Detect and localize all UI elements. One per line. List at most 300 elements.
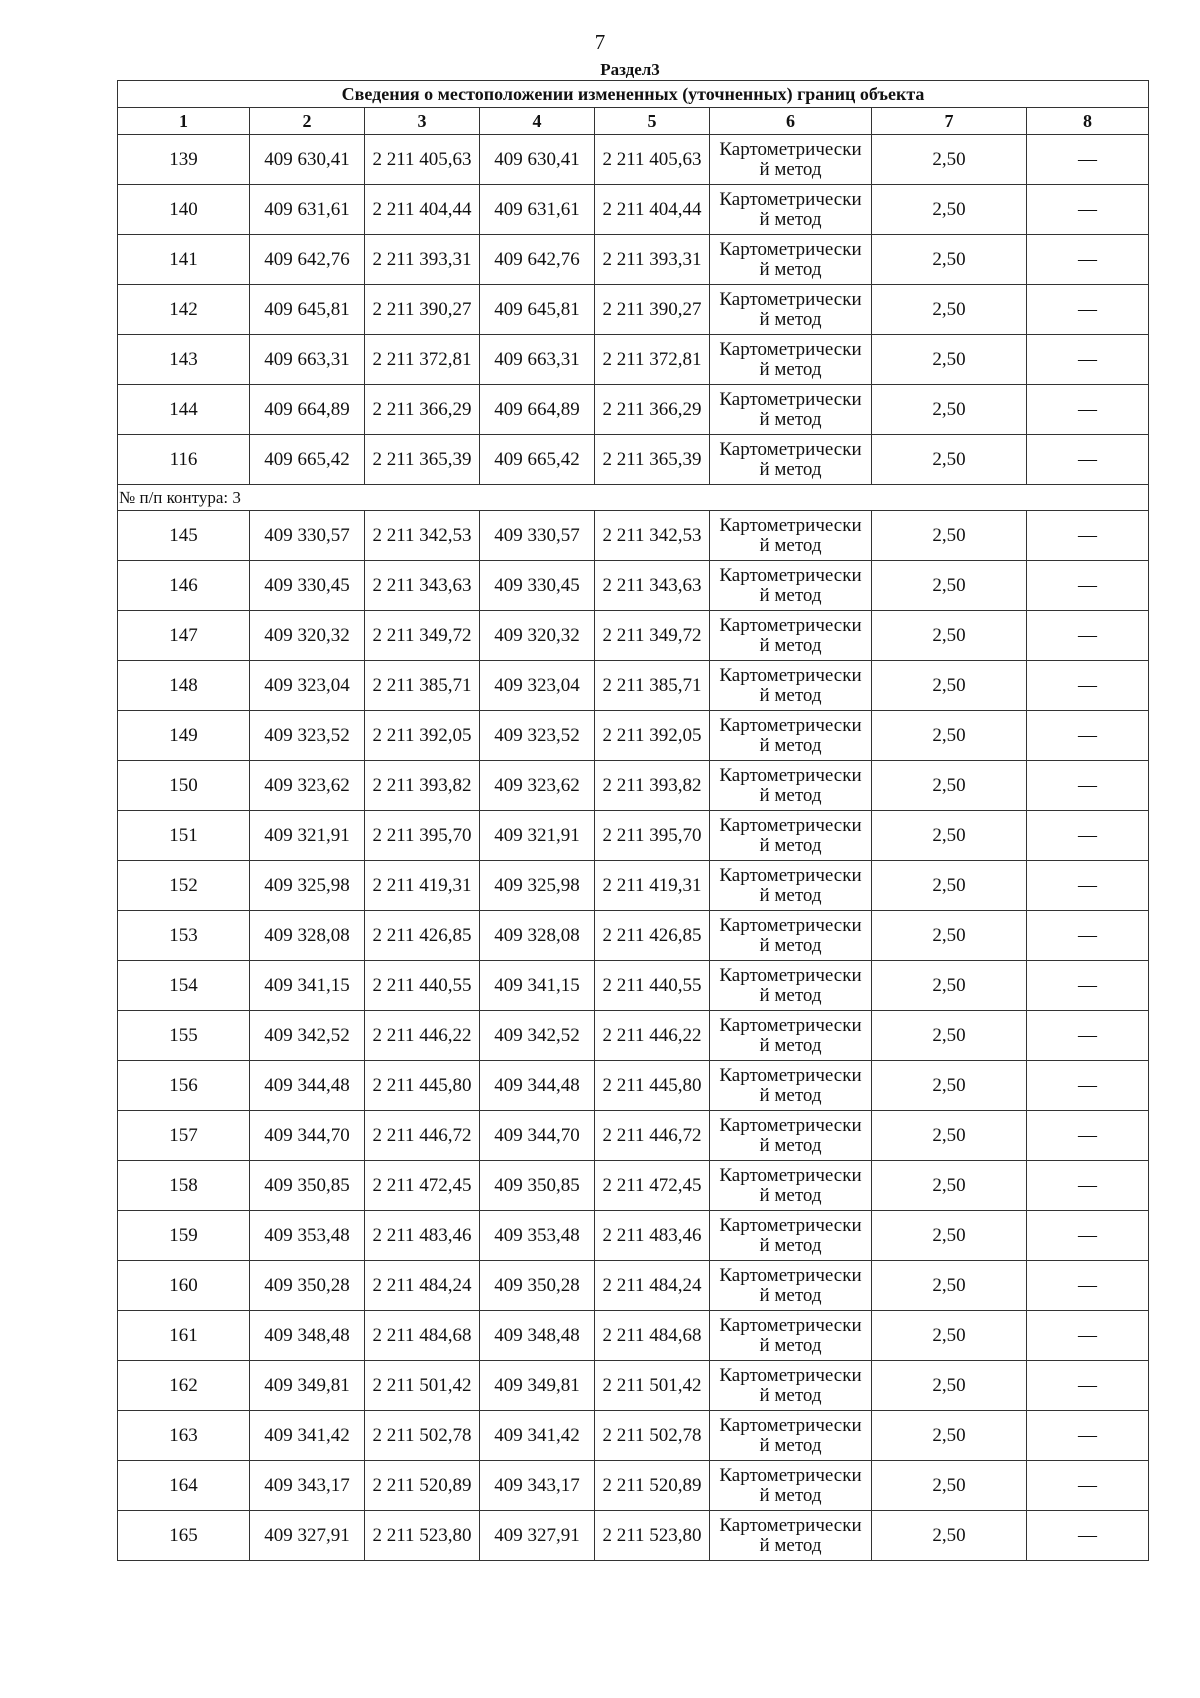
y-coordinate-cell: 2 211 392,05 [595, 711, 710, 761]
description-cell: — [1027, 1011, 1149, 1061]
x-coordinate-cell: 409 353,48 [480, 1211, 595, 1261]
accuracy-cell: 2,50 [872, 711, 1027, 761]
method-cell [710, 385, 872, 435]
x-coordinate-cell: 409 321,91 [250, 811, 365, 861]
x-coordinate-cell: 409 631,61 [480, 185, 595, 235]
method-text-line: Картометрически [719, 238, 862, 260]
column-header: 6 [710, 108, 872, 135]
x-coordinate-cell: 409 320,32 [250, 611, 365, 661]
accuracy-cell: 2,50 [872, 285, 1027, 335]
description-cell: — [1027, 611, 1149, 661]
description-cell: — [1027, 1161, 1149, 1211]
table-row [118, 611, 1149, 661]
method-cell [710, 861, 872, 911]
description-cell: — [1027, 1211, 1149, 1261]
x-coordinate-cell: 409 642,76 [250, 235, 365, 285]
method-text-line: Картометрически [719, 1014, 862, 1036]
method-text-line: Картометрически [719, 814, 862, 836]
point-number-cell: 154 [118, 961, 250, 1011]
x-coordinate-cell: 409 323,62 [250, 761, 365, 811]
point-number-cell: 149 [118, 711, 250, 761]
x-coordinate-cell: 409 344,48 [480, 1061, 595, 1111]
y-coordinate-cell: 2 211 472,45 [595, 1161, 710, 1211]
method-cell [710, 611, 872, 661]
method-text-line: й метод [759, 634, 822, 656]
description-cell: — [1027, 1261, 1149, 1311]
point-number-cell: 140 [118, 185, 250, 235]
x-coordinate-cell: 409 323,52 [250, 711, 365, 761]
method-text-line: й метод [759, 1284, 822, 1306]
method-text-line: Картометрически [719, 714, 862, 736]
method-text-line: й метод [759, 1334, 822, 1356]
accuracy-cell: 2,50 [872, 861, 1027, 911]
x-coordinate-cell: 409 320,32 [480, 611, 595, 661]
point-number-cell: 165 [118, 1511, 250, 1561]
point-number-cell: 145 [118, 511, 250, 561]
x-coordinate-cell: 409 342,52 [480, 1011, 595, 1061]
description-cell: — [1027, 1461, 1149, 1511]
accuracy-cell: 2,50 [872, 1211, 1027, 1261]
table-row [118, 1111, 1149, 1161]
x-coordinate-cell: 409 664,89 [480, 385, 595, 435]
description-cell: — [1027, 1061, 1149, 1111]
method-text-line: Картометрически [719, 914, 862, 936]
method-cell [710, 185, 872, 235]
x-coordinate-cell: 409 348,48 [250, 1311, 365, 1361]
method-text-line: Картометрически [719, 388, 862, 410]
x-coordinate-cell: 409 663,31 [250, 335, 365, 385]
point-number-cell: 153 [118, 911, 250, 961]
x-coordinate-cell: 409 350,85 [480, 1161, 595, 1211]
method-text-line: Картометрически [719, 1264, 862, 1286]
method-cell [710, 711, 872, 761]
table-row [118, 1261, 1149, 1311]
table-row [118, 911, 1149, 961]
method-text-line: Картометрически [719, 514, 862, 536]
y-coordinate-cell: 2 211 426,85 [365, 911, 480, 961]
method-cell [710, 1111, 872, 1161]
x-coordinate-cell: 409 323,04 [480, 661, 595, 711]
description-cell: — [1027, 1111, 1149, 1161]
x-coordinate-cell: 409 631,61 [250, 185, 365, 235]
method-text-line: Картометрически [719, 964, 862, 986]
method-cell [710, 1211, 872, 1261]
table-row [118, 761, 1149, 811]
y-coordinate-cell: 2 211 440,55 [365, 961, 480, 1011]
x-coordinate-cell: 409 341,15 [480, 961, 595, 1011]
description-cell: — [1027, 185, 1149, 235]
point-number-cell: 143 [118, 335, 250, 385]
method-text-line: Картометрически [719, 1164, 862, 1186]
x-coordinate-cell: 409 348,48 [480, 1311, 595, 1361]
method-text-line: Картометрически [719, 564, 862, 586]
accuracy-cell: 2,50 [872, 761, 1027, 811]
x-coordinate-cell: 409 330,45 [480, 561, 595, 611]
y-coordinate-cell: 2 211 343,63 [365, 561, 480, 611]
table-row [118, 1211, 1149, 1261]
accuracy-cell: 2,50 [872, 1411, 1027, 1461]
column-header: 3 [365, 108, 480, 135]
y-coordinate-cell: 2 211 520,89 [365, 1461, 480, 1511]
description-cell: — [1027, 911, 1149, 961]
description-cell: — [1027, 285, 1149, 335]
method-text-line: й метод [759, 1184, 822, 1206]
method-text-line: й метод [759, 934, 822, 956]
x-coordinate-cell: 409 327,91 [250, 1511, 365, 1561]
description-cell: — [1027, 1361, 1149, 1411]
y-coordinate-cell: 2 211 502,78 [365, 1411, 480, 1461]
method-cell [710, 1361, 872, 1411]
method-text-line: Картометрически [719, 1114, 862, 1136]
method-text-line: й метод [759, 408, 822, 430]
accuracy-cell: 2,50 [872, 961, 1027, 1011]
accuracy-cell: 2,50 [872, 1461, 1027, 1511]
table-row [118, 711, 1149, 761]
y-coordinate-cell: 2 211 385,71 [595, 661, 710, 711]
method-text-line: й метод [759, 784, 822, 806]
point-number-cell: 164 [118, 1461, 250, 1511]
table-row [118, 385, 1149, 435]
y-coordinate-cell: 2 211 419,31 [595, 861, 710, 911]
column-header: 7 [872, 108, 1027, 135]
y-coordinate-cell: 2 211 342,53 [365, 511, 480, 561]
point-number-cell: 141 [118, 235, 250, 285]
x-coordinate-cell: 409 350,85 [250, 1161, 365, 1211]
column-header: 5 [595, 108, 710, 135]
page-number: 7 [594, 30, 606, 54]
x-coordinate-cell: 409 343,17 [480, 1461, 595, 1511]
y-coordinate-cell: 2 211 472,45 [365, 1161, 480, 1211]
column-header: 8 [1027, 108, 1149, 135]
x-coordinate-cell: 409 665,42 [480, 435, 595, 485]
column-header: 1 [118, 108, 250, 135]
contour-label: № п/п контура: 3 [118, 485, 1149, 511]
description-cell: — [1027, 661, 1149, 711]
x-coordinate-cell: 409 328,08 [250, 911, 365, 961]
y-coordinate-cell: 2 211 405,63 [365, 135, 480, 185]
x-coordinate-cell: 409 349,81 [480, 1361, 595, 1411]
method-text-line: Картометрически [719, 1464, 862, 1486]
method-text-line: й метод [759, 1234, 822, 1256]
table-row [118, 511, 1149, 561]
y-coordinate-cell: 2 211 393,82 [365, 761, 480, 811]
method-text-line: й метод [759, 1084, 822, 1106]
x-coordinate-cell: 409 665,42 [250, 435, 365, 485]
accuracy-cell: 2,50 [872, 185, 1027, 235]
method-text-line: Картометрически [719, 288, 862, 310]
table-row [118, 1061, 1149, 1111]
accuracy-cell: 2,50 [872, 435, 1027, 485]
method-text-line: й метод [759, 358, 822, 380]
y-coordinate-cell: 2 211 483,46 [365, 1211, 480, 1261]
x-coordinate-cell: 409 350,28 [250, 1261, 365, 1311]
table-row [118, 1511, 1149, 1561]
x-coordinate-cell: 409 642,76 [480, 235, 595, 285]
table-row [118, 285, 1149, 335]
point-number-cell: 157 [118, 1111, 250, 1161]
x-coordinate-cell: 409 344,48 [250, 1061, 365, 1111]
x-coordinate-cell: 409 350,28 [480, 1261, 595, 1311]
x-coordinate-cell: 409 344,70 [480, 1111, 595, 1161]
description-cell: — [1027, 1511, 1149, 1561]
y-coordinate-cell: 2 211 349,72 [595, 611, 710, 661]
table-row [118, 335, 1149, 385]
table-row [118, 1411, 1149, 1461]
description-cell: — [1027, 135, 1149, 185]
y-coordinate-cell: 2 211 405,63 [595, 135, 710, 185]
point-number-cell: 148 [118, 661, 250, 711]
method-cell [710, 1011, 872, 1061]
method-text-line: Картометрически [719, 864, 862, 886]
method-text-line: Картометрически [719, 1414, 862, 1436]
y-coordinate-cell: 2 211 426,85 [595, 911, 710, 961]
x-coordinate-cell: 409 330,57 [480, 511, 595, 561]
y-coordinate-cell: 2 211 342,53 [595, 511, 710, 561]
method-cell [710, 285, 872, 335]
x-coordinate-cell: 409 341,42 [250, 1411, 365, 1461]
table-row [118, 1311, 1149, 1361]
method-text-line: й метод [759, 158, 822, 180]
contour-row [118, 485, 1149, 511]
x-coordinate-cell: 409 323,62 [480, 761, 595, 811]
point-number-cell: 142 [118, 285, 250, 335]
y-coordinate-cell: 2 211 501,42 [595, 1361, 710, 1411]
accuracy-cell: 2,50 [872, 561, 1027, 611]
method-cell [710, 1261, 872, 1311]
table-row [118, 235, 1149, 285]
x-coordinate-cell: 409 321,91 [480, 811, 595, 861]
accuracy-cell: 2,50 [872, 385, 1027, 435]
x-coordinate-cell: 409 325,98 [480, 861, 595, 911]
x-coordinate-cell: 409 630,41 [480, 135, 595, 185]
accuracy-cell: 2,50 [872, 235, 1027, 285]
description-cell: — [1027, 811, 1149, 861]
accuracy-cell: 2,50 [872, 1361, 1027, 1411]
method-text-line: й метод [759, 1134, 822, 1156]
method-text-line: Картометрически [719, 1364, 862, 1386]
y-coordinate-cell: 2 211 523,80 [595, 1511, 710, 1561]
point-number-cell: 162 [118, 1361, 250, 1411]
accuracy-cell: 2,50 [872, 611, 1027, 661]
description-cell: — [1027, 1311, 1149, 1361]
method-cell [710, 911, 872, 961]
method-text-line: Картометрически [719, 664, 862, 686]
method-text-line: Картометрически [719, 1214, 862, 1236]
y-coordinate-cell: 2 211 419,31 [365, 861, 480, 911]
method-cell [710, 435, 872, 485]
method-text-line: й метод [759, 458, 822, 480]
method-text-line: й метод [759, 1384, 822, 1406]
description-cell: — [1027, 861, 1149, 911]
method-cell [710, 1061, 872, 1111]
accuracy-cell: 2,50 [872, 661, 1027, 711]
method-text-line: й метод [759, 534, 822, 556]
accuracy-cell: 2,50 [872, 511, 1027, 561]
accuracy-cell: 2,50 [872, 911, 1027, 961]
method-cell [710, 561, 872, 611]
x-coordinate-cell: 409 323,04 [250, 661, 365, 711]
x-coordinate-cell: 409 325,98 [250, 861, 365, 911]
table-row [118, 561, 1149, 611]
x-coordinate-cell: 409 645,81 [480, 285, 595, 335]
method-cell [710, 1161, 872, 1211]
y-coordinate-cell: 2 211 366,29 [595, 385, 710, 435]
y-coordinate-cell: 2 211 404,44 [595, 185, 710, 235]
table-row [118, 961, 1149, 1011]
description-cell: — [1027, 761, 1149, 811]
x-coordinate-cell: 409 342,52 [250, 1011, 365, 1061]
y-coordinate-cell: 2 211 390,27 [595, 285, 710, 335]
x-coordinate-cell: 409 330,57 [250, 511, 365, 561]
table-row [118, 435, 1149, 485]
method-cell [710, 811, 872, 861]
point-number-cell: 159 [118, 1211, 250, 1261]
point-number-cell: 147 [118, 611, 250, 661]
y-coordinate-cell: 2 211 484,24 [365, 1261, 480, 1311]
column-header: 2 [250, 108, 365, 135]
y-coordinate-cell: 2 211 343,63 [595, 561, 710, 611]
table-row [118, 1461, 1149, 1511]
point-number-cell: 146 [118, 561, 250, 611]
y-coordinate-cell: 2 211 349,72 [365, 611, 480, 661]
method-text-line: й метод [759, 308, 822, 330]
y-coordinate-cell: 2 211 446,72 [595, 1111, 710, 1161]
method-text-line: й метод [759, 984, 822, 1006]
x-coordinate-cell: 409 349,81 [250, 1361, 365, 1411]
y-coordinate-cell: 2 211 366,29 [365, 385, 480, 435]
y-coordinate-cell: 2 211 484,24 [595, 1261, 710, 1311]
method-text-line: Картометрически [719, 614, 862, 636]
table-row [118, 661, 1149, 711]
method-cell [710, 511, 872, 561]
point-number-cell: 150 [118, 761, 250, 811]
description-cell: — [1027, 711, 1149, 761]
y-coordinate-cell: 2 211 393,31 [595, 235, 710, 285]
point-number-cell: 152 [118, 861, 250, 911]
description-cell: — [1027, 1411, 1149, 1461]
table-row [118, 1011, 1149, 1061]
y-coordinate-cell: 2 211 365,39 [595, 435, 710, 485]
x-coordinate-cell: 409 344,70 [250, 1111, 365, 1161]
y-coordinate-cell: 2 211 385,71 [365, 661, 480, 711]
method-cell [710, 761, 872, 811]
method-text-line: й метод [759, 584, 822, 606]
table-row [118, 811, 1149, 861]
y-coordinate-cell: 2 211 372,81 [595, 335, 710, 385]
x-coordinate-cell: 409 353,48 [250, 1211, 365, 1261]
y-coordinate-cell: 2 211 501,42 [365, 1361, 480, 1411]
point-number-cell: 158 [118, 1161, 250, 1211]
y-coordinate-cell: 2 211 395,70 [365, 811, 480, 861]
x-coordinate-cell: 409 328,08 [480, 911, 595, 961]
description-cell: — [1027, 385, 1149, 435]
description-cell: — [1027, 335, 1149, 385]
method-cell [710, 1411, 872, 1461]
method-text-line: й метод [759, 1534, 822, 1556]
accuracy-cell: 2,50 [872, 1061, 1027, 1111]
x-coordinate-cell: 409 343,17 [250, 1461, 365, 1511]
method-text-line: Картометрически [719, 438, 862, 460]
method-text-line: й метод [759, 1034, 822, 1056]
y-coordinate-cell: 2 211 523,80 [365, 1511, 480, 1561]
table-row [118, 135, 1149, 185]
method-text-line: Картометрически [719, 188, 862, 210]
x-coordinate-cell: 409 630,41 [250, 135, 365, 185]
method-text-line: Картометрически [719, 764, 862, 786]
method-text-line: Картометрически [719, 1314, 862, 1336]
method-cell [710, 1511, 872, 1561]
point-number-cell: 151 [118, 811, 250, 861]
y-coordinate-cell: 2 211 395,70 [595, 811, 710, 861]
accuracy-cell: 2,50 [872, 335, 1027, 385]
point-number-cell: 160 [118, 1261, 250, 1311]
accuracy-cell: 2,50 [872, 1011, 1027, 1061]
method-cell [710, 1461, 872, 1511]
method-text-line: й метод [759, 684, 822, 706]
description-cell: — [1027, 561, 1149, 611]
accuracy-cell: 2,50 [872, 1261, 1027, 1311]
accuracy-cell: 2,50 [872, 135, 1027, 185]
method-text-line: й метод [759, 208, 822, 230]
accuracy-cell: 2,50 [872, 1161, 1027, 1211]
y-coordinate-cell: 2 211 502,78 [595, 1411, 710, 1461]
x-coordinate-cell: 409 341,42 [480, 1411, 595, 1461]
method-cell [710, 661, 872, 711]
method-text-line: й метод [759, 884, 822, 906]
method-text-line: Картометрически [719, 138, 862, 160]
table-row [118, 185, 1149, 235]
accuracy-cell: 2,50 [872, 1511, 1027, 1561]
method-text-line: й метод [759, 258, 822, 280]
y-coordinate-cell: 2 211 404,44 [365, 185, 480, 235]
method-cell [710, 1311, 872, 1361]
description-cell: — [1027, 961, 1149, 1011]
method-text-line: Картометрически [719, 338, 862, 360]
point-number-cell: 139 [118, 135, 250, 185]
x-coordinate-cell: 409 323,52 [480, 711, 595, 761]
method-text-line: й метод [759, 1484, 822, 1506]
accuracy-cell: 2,50 [872, 1311, 1027, 1361]
table-title: Сведения о местоположении измененных (уточненных) границ объекта [118, 81, 1149, 108]
accuracy-cell: 2,50 [872, 811, 1027, 861]
point-number-cell: 116 [118, 435, 250, 485]
description-cell: — [1027, 435, 1149, 485]
y-coordinate-cell: 2 211 365,39 [365, 435, 480, 485]
y-coordinate-cell: 2 211 445,80 [365, 1061, 480, 1111]
point-number-cell: 156 [118, 1061, 250, 1111]
method-text-line: Картометрически [719, 1514, 862, 1536]
y-coordinate-cell: 2 211 440,55 [595, 961, 710, 1011]
y-coordinate-cell: 2 211 393,31 [365, 235, 480, 285]
accuracy-cell: 2,50 [872, 1111, 1027, 1161]
description-cell: — [1027, 235, 1149, 285]
y-coordinate-cell: 2 211 392,05 [365, 711, 480, 761]
y-coordinate-cell: 2 211 372,81 [365, 335, 480, 385]
table-row [118, 861, 1149, 911]
y-coordinate-cell: 2 211 445,80 [595, 1061, 710, 1111]
y-coordinate-cell: 2 211 484,68 [365, 1311, 480, 1361]
method-text-line: Картометрически [719, 1064, 862, 1086]
method-cell [710, 135, 872, 185]
y-coordinate-cell: 2 211 520,89 [595, 1461, 710, 1511]
y-coordinate-cell: 2 211 446,22 [595, 1011, 710, 1061]
x-coordinate-cell: 409 663,31 [480, 335, 595, 385]
column-header-row [118, 108, 1149, 135]
point-number-cell: 163 [118, 1411, 250, 1461]
method-text-line: й метод [759, 734, 822, 756]
x-coordinate-cell: 409 664,89 [250, 385, 365, 435]
method-cell [710, 961, 872, 1011]
